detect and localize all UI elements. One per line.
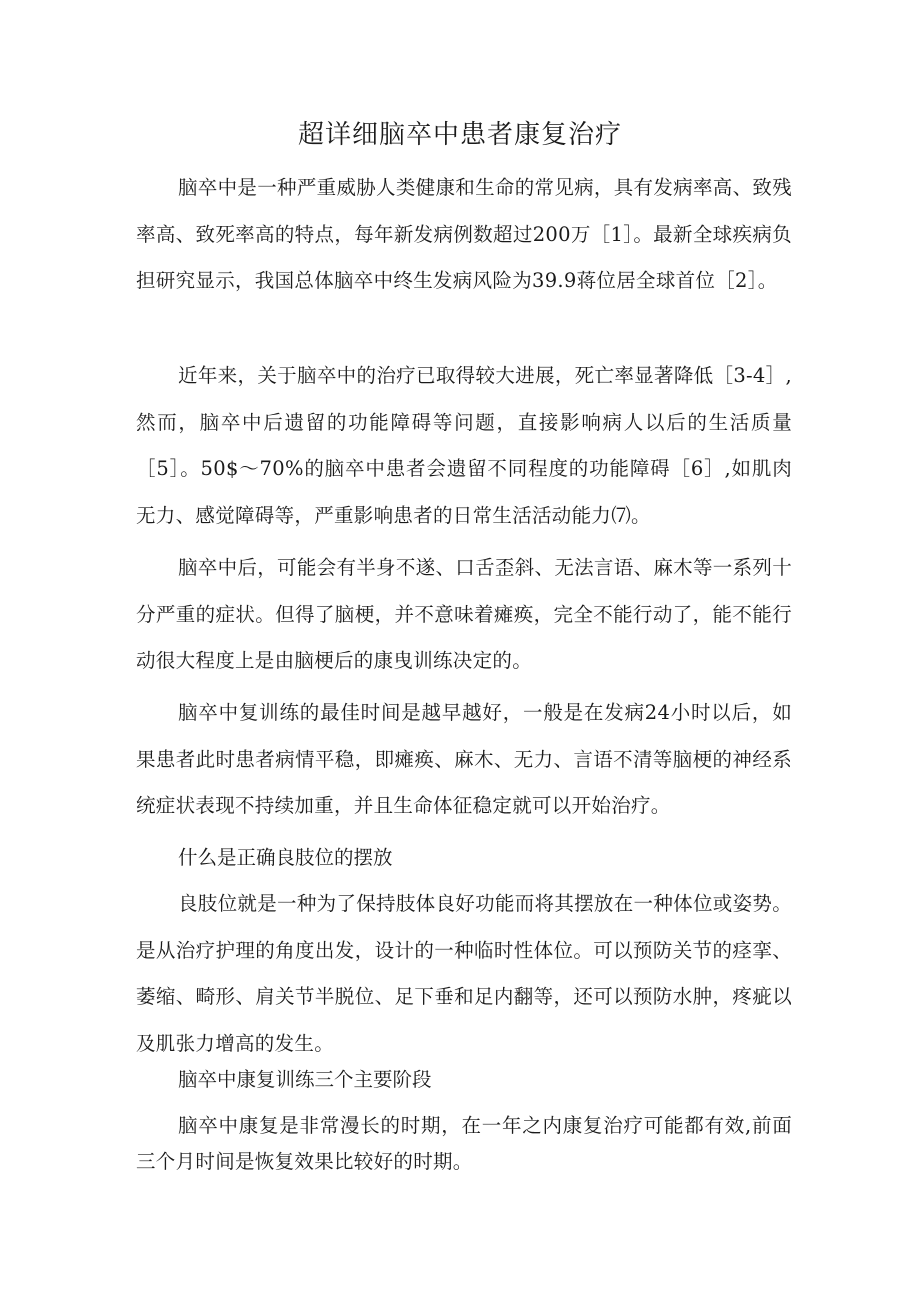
paragraph-symptoms: 脑卒中后，可能会有半身不遂、口舌歪斜、无法言语、麻木等一系列十分严重的症状。但得了脑梗，并不意味着瘫痪，完全不能行动了，能不能行动很大程度上是由脑梗后的康曳训练决定的。	[136, 556, 792, 672]
paragraph-intro: 脑卒中是一种严重威胁人类健康和生命的常见病，具有发病率高、致残率高、致死率高的特点，每年新发病例数超过200万［1］。最新全球疾病负担研究显示，我国总体脑卒中终生发病风险为39.9蒋位居全球首位［2］。	[136, 176, 792, 292]
paragraph-timing: 脑卒中复训练的最佳时间是越早越好，一般是在发病24小时以后，如果患者此时患者病情平稳，即瘫痪、麻木、无力、言语不清等脑梗的神经系统症状表现不持续加重，并且生命体征稳定就可以开始治疗。	[136, 701, 792, 817]
section-heading-stages: 脑卒中康复训练三个主要阶段	[178, 1068, 432, 1091]
section-heading-positioning: 什么是正确良肢位的摆放	[178, 846, 393, 869]
paragraph-progress: 近年来，关于脑卒中的治疗已取得较大进展，死亡率显著降低［3-4］,然而，脑卒中后遗留的功能障碍等问题，直接影响病人以后的生活质量［5］。50$～70%的脑卒中患者会遗留不同程度的功能障碍［6］,如肌肉无力、感觉障碍等，严重影响患者的日常生活活动能力⑺。	[136, 364, 792, 527]
paragraph-positioning: 良肢位就是一种为了保持肢体良好功能而将其摆放在一种体位或姿势。是从治疗护理的角度出发，设计的一种临时性体位。可以预防关节的痉挛、萎缩、畸形、肩关节半脱位、足下垂和足内翻等，还可以预防水肿，疼疵以及肌张力增高的发生。	[136, 892, 792, 1055]
document-title: 超详细脑卒中患者康复治疗	[297, 120, 622, 150]
paragraph-stages: 脑卒中康复是非常漫长的时期，在一年之内康复治疗可能都有效,前面三个月时间是恢复效果比较好的时期。	[136, 1114, 792, 1173]
